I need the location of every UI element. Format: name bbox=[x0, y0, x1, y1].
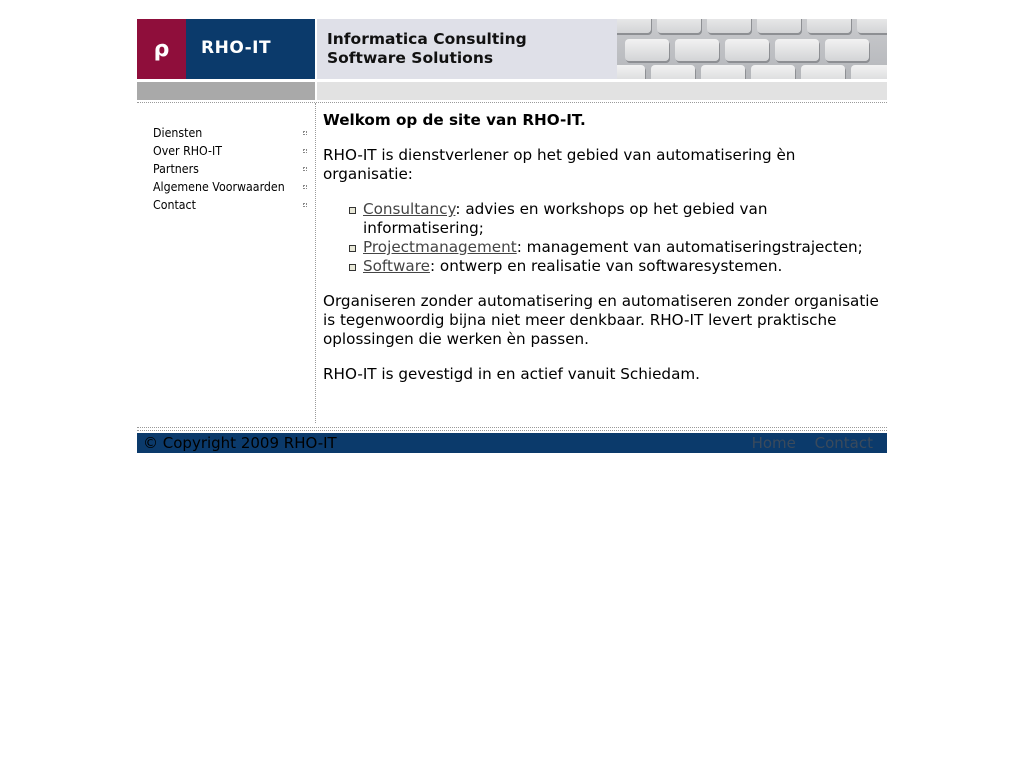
copyright-text: © Copyright 2009 RHO-IT bbox=[143, 434, 337, 452]
main-content bbox=[323, 111, 879, 400]
sidebar bbox=[137, 103, 316, 423]
nav-item-label: Contact bbox=[153, 198, 196, 212]
header-bar-left bbox=[137, 82, 315, 100]
nav-item-partners[interactable] bbox=[153, 162, 307, 180]
footer-contact-link[interactable]: Contact bbox=[814, 434, 873, 452]
keyboard-key bbox=[851, 65, 887, 79]
page-container bbox=[137, 19, 887, 452]
keyboard-key bbox=[651, 65, 695, 79]
keyboard-key bbox=[617, 65, 645, 79]
nav-item-label: Over RHO-IT bbox=[153, 144, 223, 158]
nav-item-label: Algemene Voorwaarden bbox=[153, 180, 285, 194]
tagline-line-1: Informatica Consulting bbox=[327, 30, 527, 48]
site-header bbox=[137, 19, 887, 79]
logo-text: RHO-IT bbox=[201, 38, 272, 58]
nav-item-diensten[interactable] bbox=[153, 126, 307, 144]
keyboard-key bbox=[725, 39, 769, 61]
site-logo[interactable] bbox=[137, 19, 315, 79]
nav-item-over-rho-it[interactable] bbox=[153, 144, 307, 162]
footer-home-link[interactable]: Home bbox=[751, 434, 796, 452]
keyboard-key bbox=[657, 19, 701, 33]
divider bbox=[137, 430, 887, 431]
list-item bbox=[363, 257, 879, 276]
divider bbox=[137, 427, 887, 428]
list-item bbox=[363, 200, 879, 238]
page-title: Welkom op de site van RHO-IT. bbox=[323, 111, 586, 129]
keyboard-key bbox=[857, 19, 887, 33]
nav-item-label: Partners bbox=[153, 162, 199, 176]
keyboard-key bbox=[775, 39, 819, 61]
nav-bullet-icon bbox=[303, 167, 307, 171]
projectmanagement-link[interactable]: Projectmanagement bbox=[363, 238, 517, 256]
keyboard-banner-image bbox=[617, 19, 887, 79]
nav-bullet-icon bbox=[303, 131, 307, 135]
sidebar-nav bbox=[153, 126, 307, 216]
header-bar-right bbox=[317, 82, 887, 100]
keyboard-key bbox=[825, 39, 869, 61]
list-item bbox=[363, 238, 879, 257]
keyboard-key bbox=[617, 19, 651, 33]
tagline-line-2: Software Solutions bbox=[327, 49, 494, 67]
consultancy-link[interactable]: Consultancy bbox=[363, 200, 456, 218]
footer-links bbox=[738, 433, 873, 453]
location-paragraph: RHO-IT is gevestigd in en actief vanuit Schiedam. bbox=[323, 365, 701, 383]
keyboard-key bbox=[751, 65, 795, 79]
keyboard-key bbox=[801, 65, 845, 79]
service-description: : management van automatiseringstrajecten; bbox=[516, 238, 863, 256]
software-link[interactable]: Software bbox=[363, 257, 430, 275]
keyboard-key bbox=[675, 39, 719, 61]
intro-text: RHO-IT is dienstverlener op het gebied van automatisering èn organisatie: bbox=[323, 146, 796, 183]
body-paragraph: Organiseren zonder automatisering en automatiseren zonder organisatie is tegenwoordig bijna niet meer denkbaar. RHO-IT levert praktische oplossingen die werken èn passen. bbox=[323, 292, 879, 348]
site-footer bbox=[137, 433, 887, 453]
keyboard-key bbox=[707, 19, 751, 33]
keyboard-key bbox=[807, 19, 851, 33]
service-description: : advies en workshops op het gebied van informatisering; bbox=[363, 200, 768, 237]
services-list bbox=[323, 200, 879, 276]
nav-bullet-icon bbox=[303, 203, 307, 207]
nav-bullet-icon bbox=[303, 149, 307, 153]
nav-item-label: Diensten bbox=[153, 126, 203, 140]
keyboard-key bbox=[757, 19, 801, 33]
keyboard-key bbox=[625, 39, 669, 61]
service-description: : ontwerp en realisatie van softwaresystemen. bbox=[429, 257, 783, 275]
tagline-box bbox=[317, 19, 617, 79]
keyboard-key bbox=[701, 65, 745, 79]
nav-bullet-icon bbox=[303, 185, 307, 189]
nav-item-contact[interactable] bbox=[153, 198, 307, 216]
nav-item-algemene-voorwaarden[interactable] bbox=[153, 180, 307, 198]
rho-logo-icon: ρ bbox=[137, 19, 186, 79]
